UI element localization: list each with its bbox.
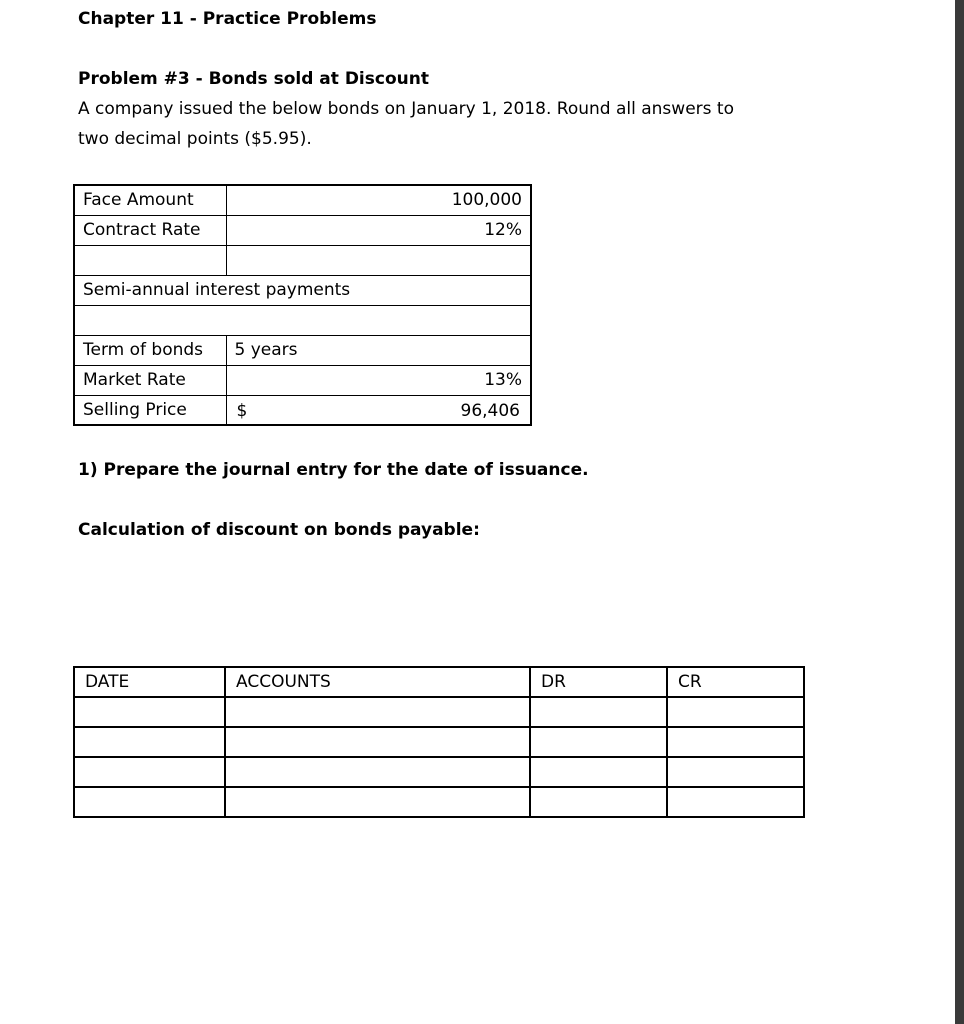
table-row: [74, 697, 804, 727]
journal-cr-cell[interactable]: [667, 697, 804, 727]
journal-accounts-cell[interactable]: [225, 697, 530, 727]
bond-row-face-amount: [74, 185, 531, 215]
journal-entry-table: [73, 666, 805, 818]
journal-dr-cell[interactable]: [530, 787, 667, 817]
selling-price-label: Selling Price: [74, 395, 226, 425]
journal-cr-cell[interactable]: [667, 787, 804, 817]
journal-header-cr: CR: [667, 667, 804, 697]
bond-row-selling-price: [74, 395, 531, 425]
market-rate-value: 13%: [226, 365, 531, 395]
journal-cr-cell[interactable]: [667, 727, 804, 757]
problem-intro-line-2: two decimal points ($5.95).: [78, 129, 312, 149]
bond-row-term: [74, 335, 531, 365]
interest-payments-label: Semi-annual interest payments: [74, 275, 531, 305]
term-value: 5 years: [226, 335, 531, 365]
journal-date-cell[interactable]: [74, 757, 225, 787]
face-amount-value: 100,000: [226, 185, 531, 215]
journal-accounts-cell[interactable]: [225, 757, 530, 787]
problem-intro-line-1: A company issued the below bonds on January 1, 2018. Round all answers to: [78, 99, 734, 119]
selling-price-value: 96,406: [460, 400, 520, 421]
bond-row-contract-rate: [74, 215, 531, 245]
bond-row-market-rate: [74, 365, 531, 395]
journal-cr-cell[interactable]: [667, 757, 804, 787]
journal-date-cell[interactable]: [74, 787, 225, 817]
window-scrollbar-edge: [955, 0, 964, 1024]
journal-header-accounts: ACCOUNTS: [225, 667, 530, 697]
contract-rate-value: 12%: [226, 215, 531, 245]
journal-date-cell[interactable]: [74, 727, 225, 757]
journal-accounts-cell[interactable]: [225, 787, 530, 817]
table-row: [74, 787, 804, 817]
question-1: 1) Prepare the journal entry for the date of issuance.: [78, 460, 589, 480]
journal-accounts-cell[interactable]: [225, 727, 530, 757]
table-row: [74, 727, 804, 757]
bond-info-table: [73, 184, 532, 426]
calculation-heading: Calculation of discount on bonds payable:: [78, 520, 480, 540]
journal-dr-cell[interactable]: [530, 727, 667, 757]
blank-cell: [74, 245, 226, 275]
journal-dr-cell[interactable]: [530, 697, 667, 727]
journal-header-date: DATE: [74, 667, 225, 697]
contract-rate-label: Contract Rate: [74, 215, 226, 245]
bond-row-blank-2: [74, 305, 531, 335]
chapter-title: Chapter 11 - Practice Problems: [78, 9, 377, 29]
selling-price-cell: [226, 395, 531, 425]
face-amount-label: Face Amount: [74, 185, 226, 215]
blank-cell: [226, 245, 531, 275]
bond-row-interest-payments: [74, 275, 531, 305]
journal-dr-cell[interactable]: [530, 757, 667, 787]
bond-row-blank-1: [74, 245, 531, 275]
journal-header-dr: DR: [530, 667, 667, 697]
selling-price-currency: $: [236, 400, 248, 421]
blank-cell: [74, 305, 531, 335]
market-rate-label: Market Rate: [74, 365, 226, 395]
journal-header-row: [74, 667, 804, 697]
table-row: [74, 757, 804, 787]
term-label: Term of bonds: [74, 335, 226, 365]
problem-heading: Problem #3 - Bonds sold at Discount: [78, 69, 429, 89]
journal-date-cell[interactable]: [74, 697, 225, 727]
